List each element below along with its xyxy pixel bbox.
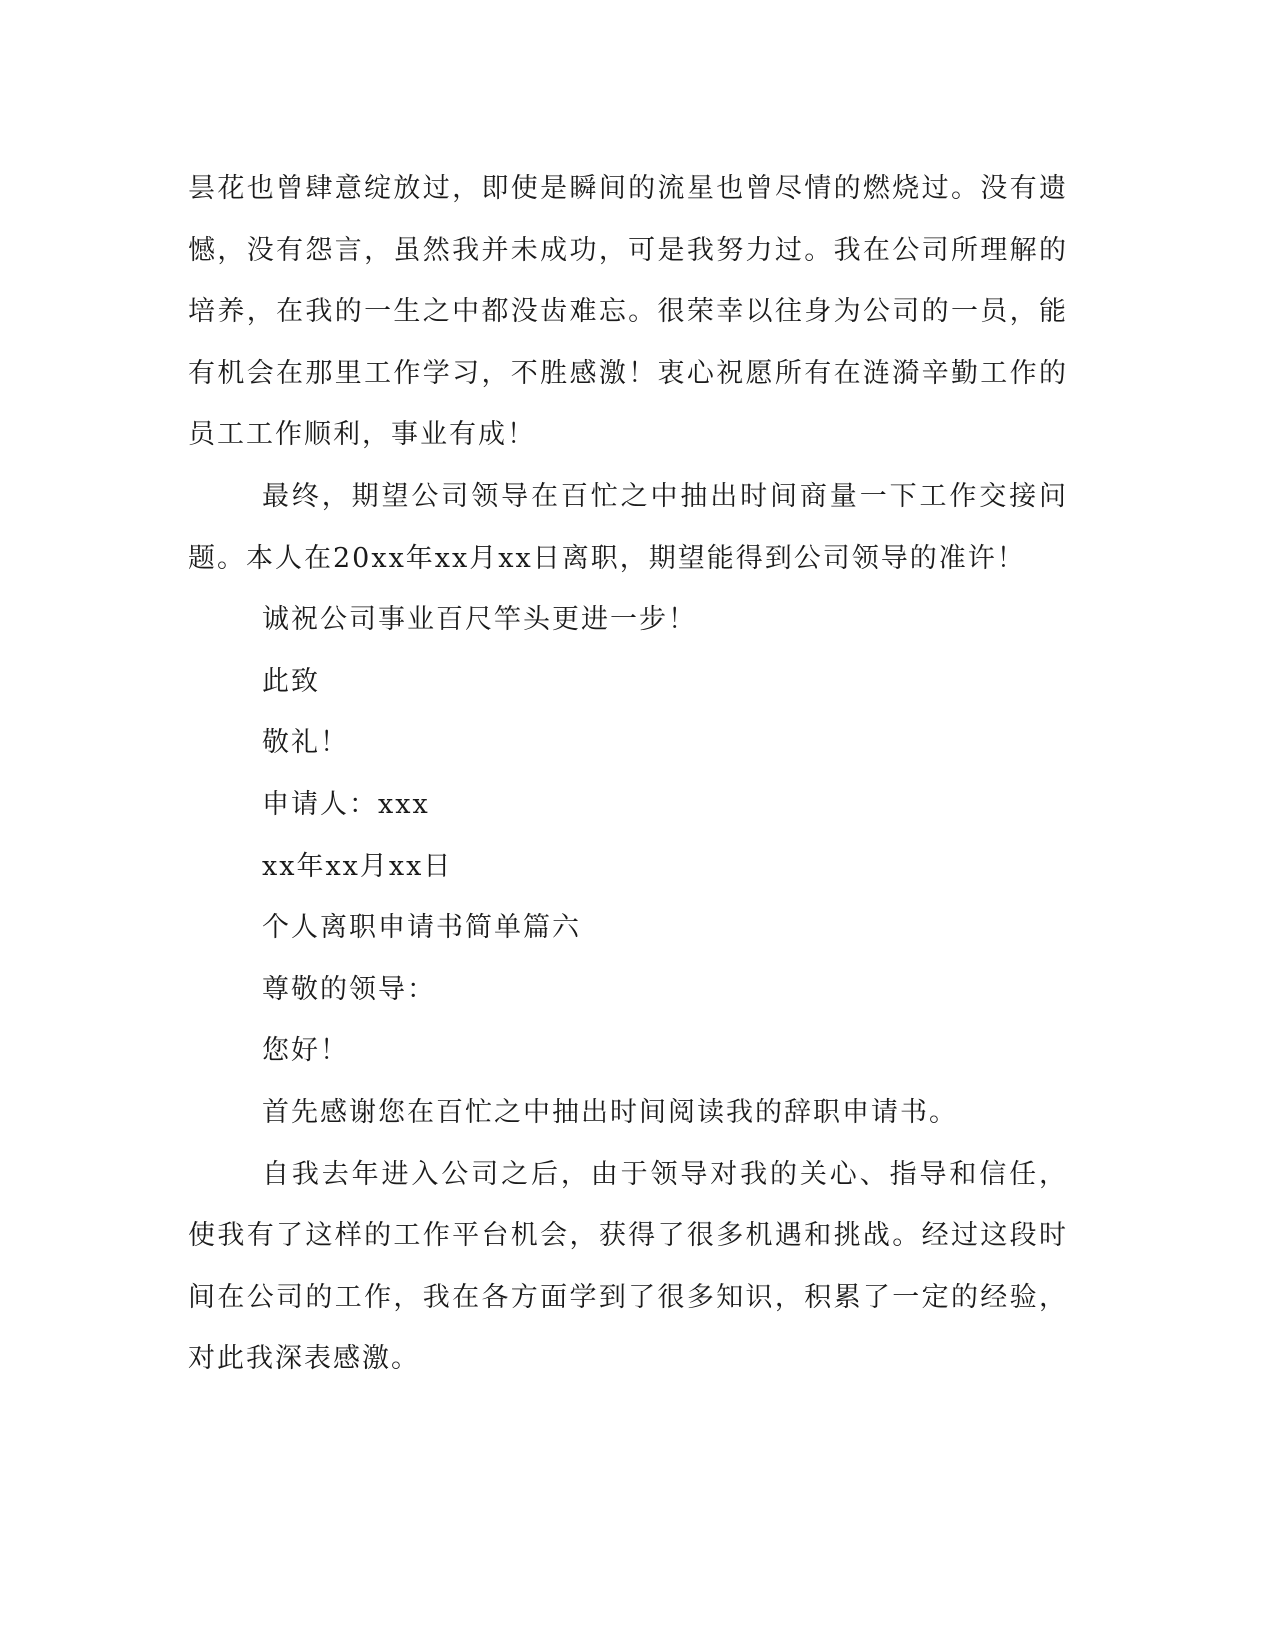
paragraph-closing-reflection: 昙花也曾肆意绽放过，即使是瞬间的流星也曾尽情的燃烧过。没有遗憾，没有怨言，虽然我并未成功，可是我努力过。我在公司所理解的培养，在我的一生之中都没齿难忘。很荣幸以往身为公司的一员，能有机会在那里工作学习，不胜感激！衷心祝愿所有在涟漪辛勤工作的员工工作顺利，事业有成！ xyxy=(188,173,1068,451)
closing-regards: 敬礼！ xyxy=(262,727,349,759)
signature-date: xx年xx月xx日 xyxy=(262,850,453,882)
paragraph-experience: 自我去年进入公司之后，由于领导对我的关心、指导和信任，使我有了这样的工作平台机会，获得了很多机遇和挑战。经过这段时间在公司的工作，我在各方面学到了很多知识，积累了一定的经验，对此我深表感激。 xyxy=(188,1158,1068,1375)
closing-salutation: 此致 xyxy=(262,665,320,697)
letter-greeting-addressee: 尊敬的领导： xyxy=(262,973,436,1005)
applicant-signature: 申请人：xxx xyxy=(262,788,430,820)
section-heading: 个人离职申请书简单篇六 xyxy=(262,912,581,944)
paragraph-best-wishes: 诚祝公司事业百尺竿头更进一步！ xyxy=(262,604,697,636)
document-body xyxy=(188,158,1068,1390)
paragraph-handover-request: 最终，期望公司领导在百忙之中抽出时间商量一下工作交接问题。本人在20xx年xx月xx日离职，期望能得到公司领导的准许！ xyxy=(188,480,1068,574)
letter-greeting-hello: 您好！ xyxy=(262,1035,349,1067)
paragraph-thanks: 首先感谢您在百忙之中抽出时间阅读我的辞职申请书。 xyxy=(262,1096,958,1128)
